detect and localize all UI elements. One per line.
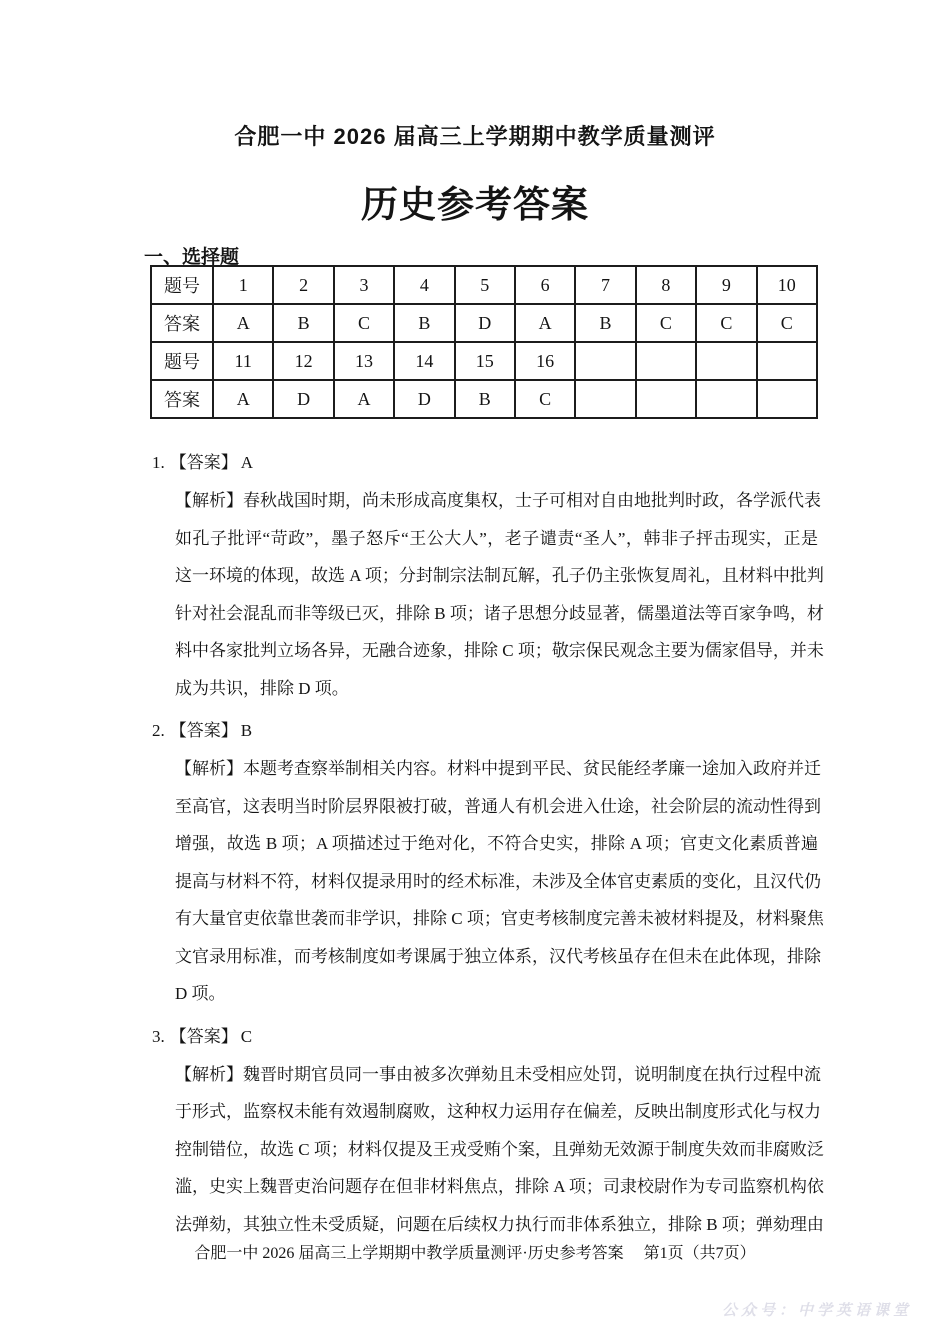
answer-letter: B [240,721,253,740]
answer-cell: A [213,304,273,342]
answer-cell: A [334,380,394,418]
question-number-cell: 14 [394,342,454,380]
answer-label: 【答案】 [169,721,238,740]
table-row [151,304,817,342]
analysis-line: 于形式，监察权未能有效遏制腐败，这种权力运用存在偏差，反映出制度形式化与权力 [175,1102,821,1121]
answer-cell [575,380,635,418]
table-row [151,266,817,304]
answer-heading [150,712,818,750]
row-label-cell: 题号 [151,266,213,304]
section-heading: 一、选择题 [144,247,240,268]
question-number-cell: 6 [515,266,575,304]
question-number-cell: 5 [455,266,515,304]
question-number-cell: 13 [334,342,394,380]
page-footer [0,1240,950,1263]
analysis-line: 有大量官吏依靠世袭而非学识，排除 C 项；官吏考核制度完善未被材料提及，材料聚焦 [175,909,824,928]
answer-cell: D [273,380,333,418]
analysis-line: 如孔子批评“苛政”，墨子怒斥“王公大人”，老子谴责“圣人”，韩非子抨击现实，正是 [175,528,818,548]
answer-label: 【答案】 [169,453,238,472]
answer-cell: A [515,304,575,342]
analysis-line: 【解析】本题考查察举制相关内容。材料中提到平民、贫民能经孝廉一途加入政府并迁 [175,759,821,778]
footer-title: 合肥一中 2026 届高三上学期期中教学质量测评·历史参考答案 [194,1245,624,1262]
answer-cell: C [515,380,575,418]
question-number-cell: 11 [213,342,273,380]
answer-cell: B [455,380,515,418]
analysis-line: 【解析】春秋战国时期，尚未形成高度集权，士子可相对自由地批判时政，各学派代表 [175,491,821,510]
answer-cell [757,380,817,418]
question-number-cell [636,342,696,380]
answer-heading [150,444,818,482]
footer-page-number: 第1页（共7页） [643,1245,756,1262]
analysis-line: 滥，史实上魏晋吏治问题存在但非材料焦点，排除 A 项；司隶校尉作为专司监察机构依 [175,1177,824,1196]
answer-cell: C [696,304,756,342]
question-number-cell: 4 [394,266,454,304]
analysis-line: 文官录用标准，而考核制度如考课属于独立体系，汉代考核虽存在但未在此体现，排除 [175,946,821,966]
answer-block-3 [150,1018,824,1244]
answer-cell: B [394,304,454,342]
analysis-line: 针对社会混乱而非等级已灭，排除 B 项；诸子思想分歧显著，儒墨道法等百家争鸣，材 [175,603,824,623]
question-number-cell: 16 [515,342,575,380]
answer-cell: B [575,304,635,342]
question-number-cell: 15 [455,342,515,380]
answer-cell: D [394,380,454,418]
answer-cell [636,380,696,418]
answer-letter: C [240,1026,253,1046]
analysis-line: 料中各家批判立场各异，无融合迹象，排除 C 项；敬宗保民观念主要为儒家倡导，并未 [175,641,824,660]
row-label-cell: 答案 [151,380,213,418]
row-label-cell: 题号 [151,342,213,380]
analysis-line: 增强，故选 B 项；A 项描述过于绝对化，不符合史实，排除 A 项；官吏文化素质普遍 [175,834,818,853]
analysis-line: 至高官，这表明当时阶层界限被打破，普通人有机会进入仕途，社会阶层的流动性得到 [175,796,821,816]
answer-cell: D [455,304,515,342]
watermark: 公众号：中学英语课堂 [721,1303,912,1319]
analysis-line: 法弹劾，其独立性未受质疑，问题在后续权力执行而非体系独立，排除 B 项；弹劾理由 [175,1214,824,1234]
answers-list [150,444,824,1243]
answer-number: 2. [152,721,165,740]
answer-block-2 [150,712,824,1013]
answer-cell: C [636,304,696,342]
table-row [151,342,817,380]
question-number-cell: 10 [757,266,817,304]
question-number-cell: 8 [636,266,696,304]
question-number-cell: 7 [575,266,635,304]
answer-cell: B [273,304,333,342]
analysis-line: 【解析】魏晋时期官员同一事由被多次弹劾且未受相应处罚，说明制度在执行过程中流 [175,1064,821,1084]
school-title: 合肥一中 2026 届高三上学期期中教学质量测评 [234,124,716,149]
answer-heading [150,1018,818,1056]
answer-number: 1. [152,453,165,472]
question-number-cell [757,342,817,380]
analysis-line: D 项。 [175,984,226,1003]
answer-cell: A [213,380,273,418]
answer-cell: C [334,304,394,342]
question-number-cell [696,342,756,380]
question-number-cell: 9 [696,266,756,304]
analysis-line: 提高与材料不符，材料仅提录用时的经术标准，未涉及全体官吏素质的变化，且汉代仍 [175,871,821,891]
analysis-line: 这一环境的体现，故选 A 项；分封制宗法制瓦解，孔子仍主张恢复周礼，且材料中批判 [175,566,824,585]
row-label-cell: 答案 [151,304,213,342]
analysis-line: 成为共识，排除 D 项。 [175,678,349,698]
answer-cell [696,380,756,418]
answer-key-table [150,265,818,419]
question-number-cell: 2 [273,266,333,304]
question-number-cell: 3 [334,266,394,304]
question-number-cell: 1 [213,266,273,304]
answer-block-1 [150,444,824,707]
answer-letter: A [240,453,254,472]
answer-cell: C [757,304,817,342]
analysis-line: 控制错位，故选 C 项；材料仅提及王戎受贿个案，且弹劾无效源于制度失效而非腐败泛 [175,1139,824,1159]
answer-label: 【答案】 [169,1026,238,1046]
question-number-cell [575,342,635,380]
table-row [151,380,817,418]
question-number-cell: 12 [273,342,333,380]
answer-number: 3. [152,1026,165,1046]
subject-title: 历史参考答案 [361,185,589,226]
